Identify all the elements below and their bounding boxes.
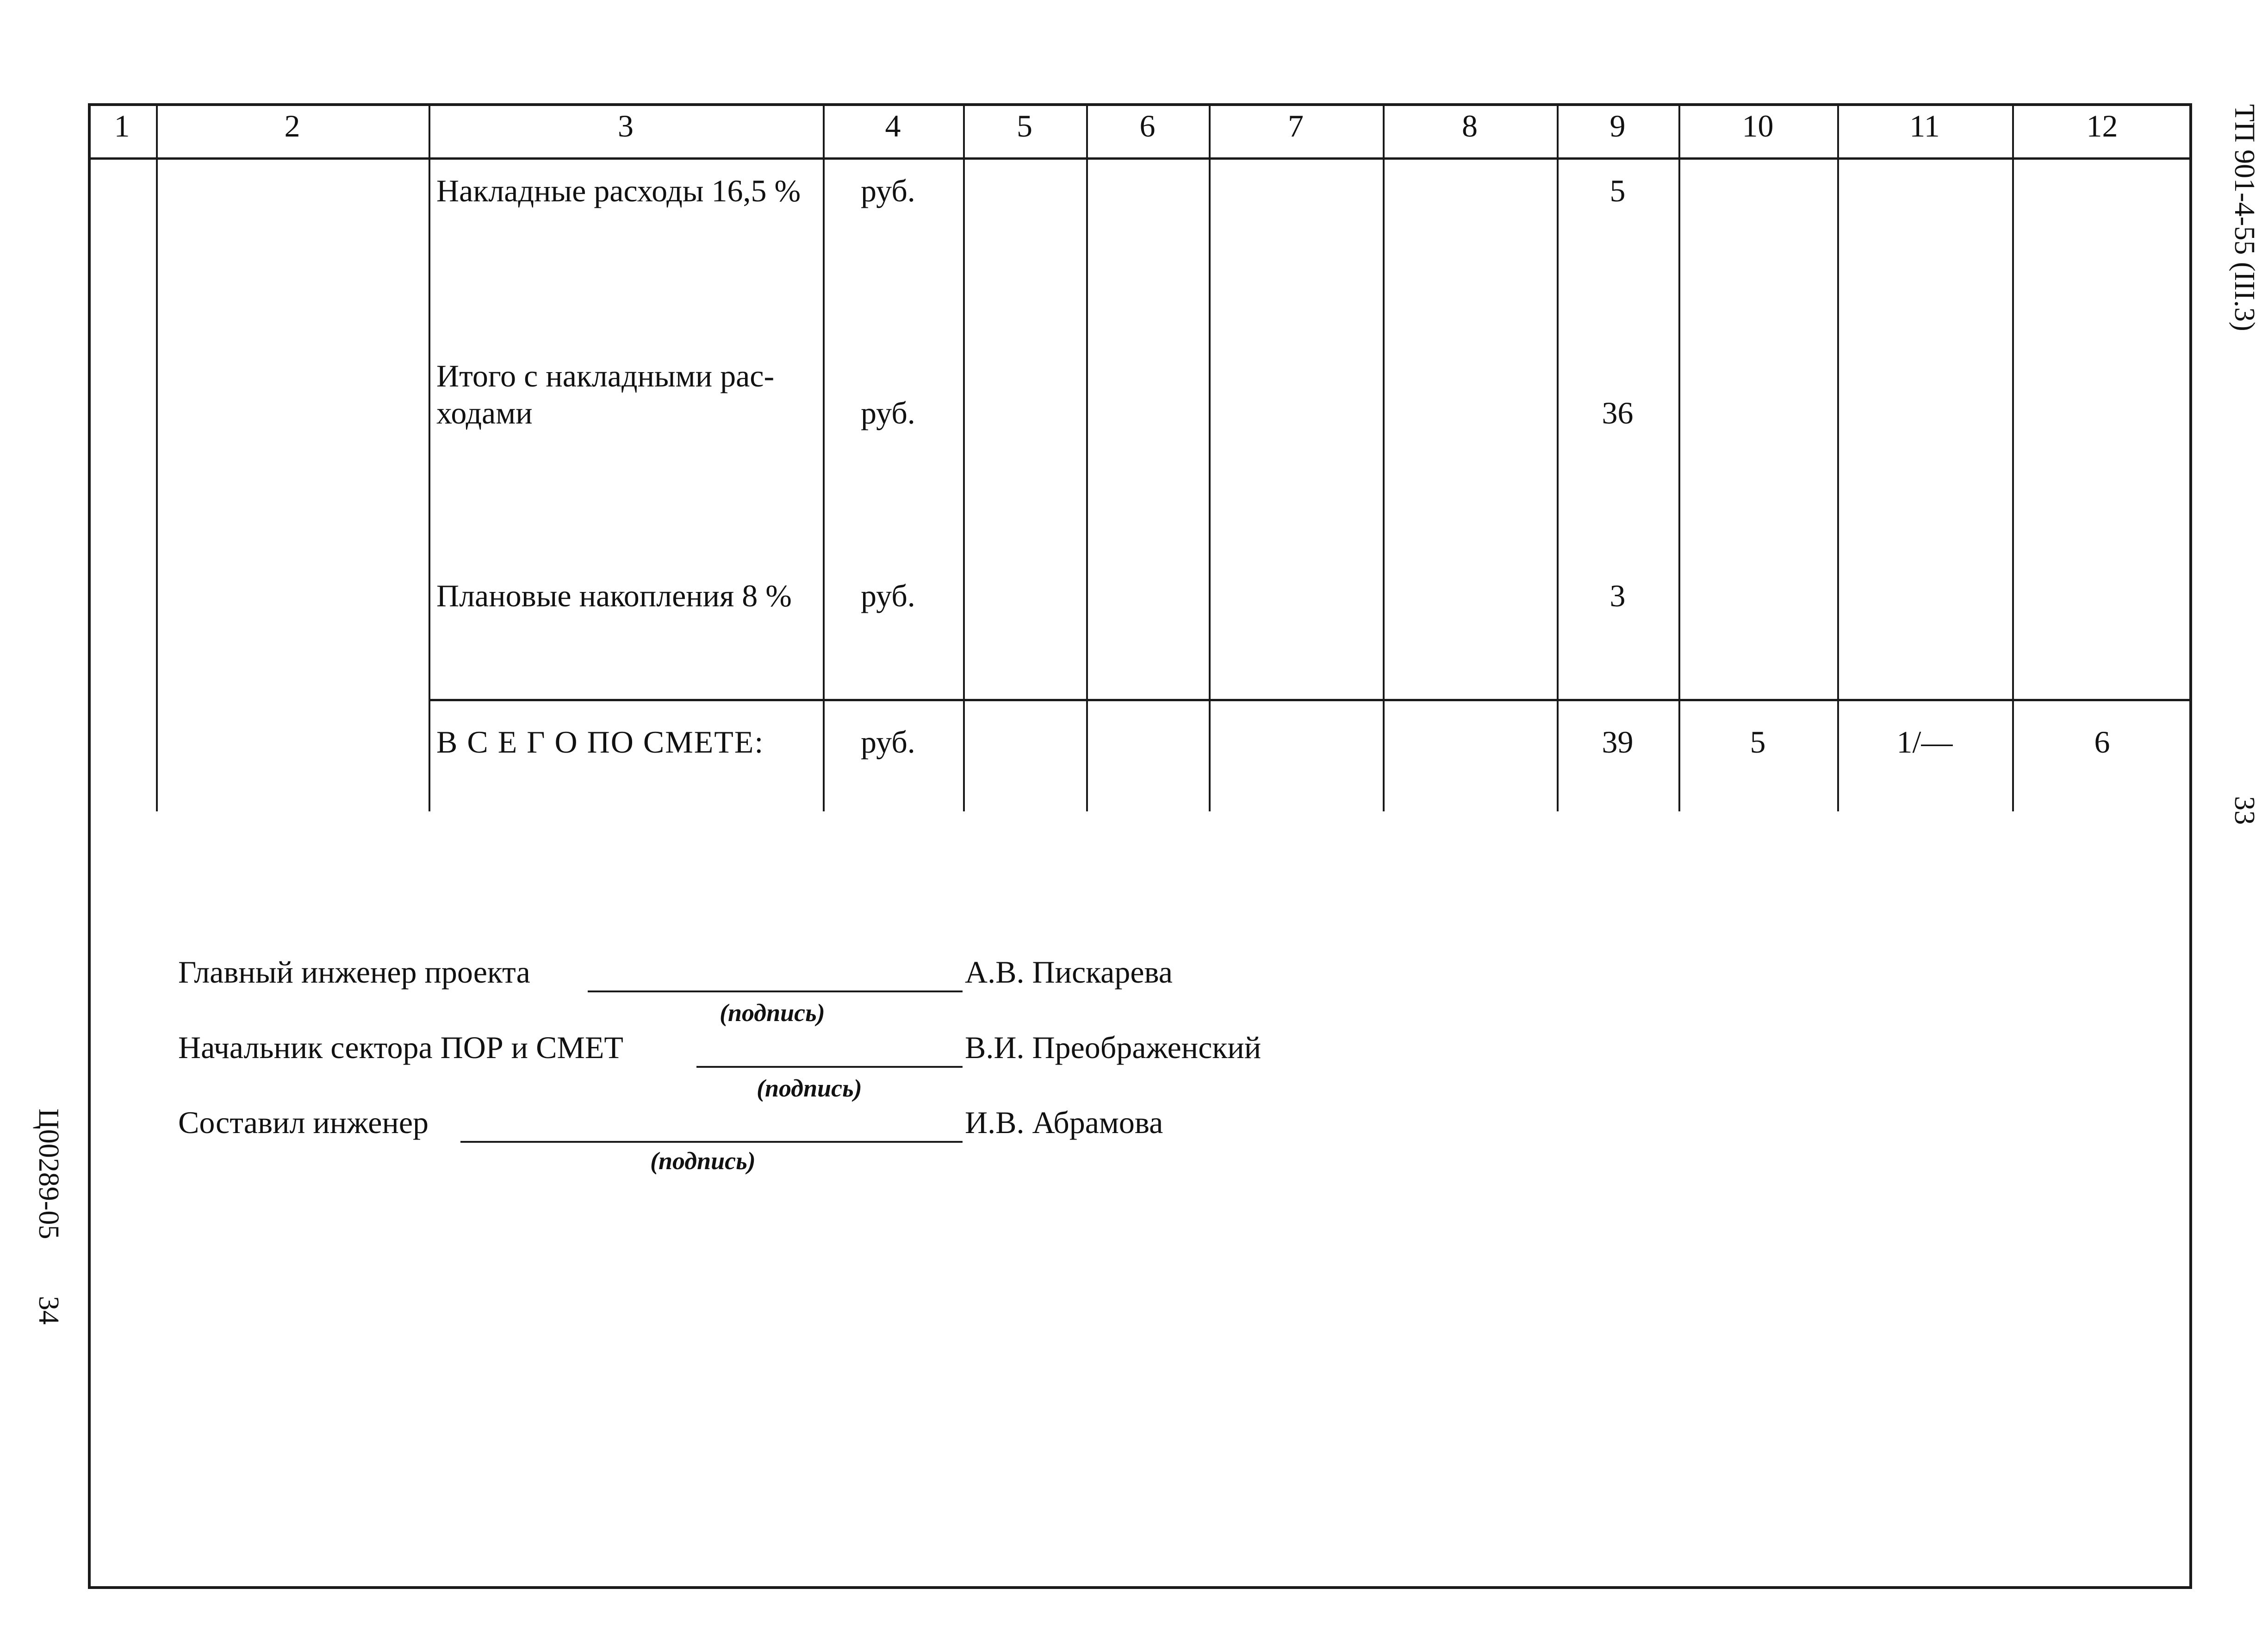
col-header-7: 7	[1288, 108, 1304, 143]
row-col9-total: 39	[1602, 724, 1634, 760]
signature-name-compiler: И.В. Абрамова	[965, 1105, 1163, 1140]
row-unit-subtotal: руб.	[861, 395, 915, 430]
row-col11-total: 1/—	[1896, 724, 1953, 760]
row-unit-planned: руб.	[861, 578, 915, 613]
signature-title-chief-engineer: Главный инженер проекта	[178, 954, 530, 990]
col-header-12: 12	[2086, 108, 2118, 143]
row-label-subtotal-line2: ходами	[436, 395, 533, 430]
row-col9-planned: 3	[1609, 578, 1626, 613]
signature-hint-chief-engineer: (подпись)	[720, 999, 825, 1027]
col-header-2: 2	[284, 108, 300, 143]
signature-hint-compiler: (подпись)	[650, 1147, 756, 1175]
col-line-7	[1383, 103, 1385, 811]
row-col9-subtotal: 36	[1602, 395, 1634, 430]
signature-name-sector-head: В.И. Преображенский	[965, 1030, 1261, 1065]
col-line-11	[2012, 103, 2014, 811]
row-label-total: В С Е Г О ПО СМЕТЕ:	[436, 724, 764, 760]
signature-title-sector-head: Начальник сектора ПОР и СМЕТ	[178, 1030, 623, 1065]
col-header-1: 1	[114, 108, 130, 143]
page-number-right: 33	[2229, 796, 2260, 825]
col-header-3: 3	[618, 108, 634, 143]
row-label-planned: Плановые накопления 8 %	[436, 578, 792, 613]
signature-name-chief-engineer: А.В. Пискарева	[965, 954, 1173, 990]
row-unit-total: руб.	[861, 724, 915, 760]
row-col12-total: 6	[2094, 724, 2110, 760]
col-header-8: 8	[1462, 108, 1478, 143]
page-frame	[88, 103, 2192, 1589]
col-header-4: 4	[885, 108, 901, 143]
document-code-left: Ц00289-05	[33, 1109, 64, 1240]
col-header-5: 5	[1017, 108, 1032, 143]
col-line-5	[1086, 103, 1088, 811]
signature-title-compiler: Составил инженер	[178, 1105, 429, 1140]
col-header-9: 9	[1609, 108, 1626, 143]
col-line-9	[1678, 103, 1680, 811]
row-label-overhead: Накладные расходы 16,5 %	[436, 173, 801, 208]
col-line-3	[823, 103, 825, 811]
signature-line-chief-engineer	[588, 990, 963, 992]
page-number-left: 34	[33, 1296, 64, 1325]
row-col10-total: 5	[1750, 724, 1766, 760]
signature-line-compiler	[460, 1141, 963, 1143]
signature-line-sector-head	[696, 1066, 963, 1068]
col-header-11: 11	[1909, 108, 1940, 143]
col-line-4	[963, 103, 965, 811]
col-header-6: 6	[1139, 108, 1156, 143]
col-line-1	[156, 103, 158, 811]
row-label-subtotal: Итого с накладными рас-	[436, 358, 775, 393]
document-code-right: ТП 901-4-55 (III.3)	[2229, 104, 2260, 331]
total-row-divider	[429, 699, 2192, 701]
row-unit-overhead: руб.	[861, 173, 915, 208]
col-line-10	[1837, 103, 1839, 811]
col-line-2	[429, 103, 430, 811]
signature-hint-sector-head: (подпись)	[757, 1074, 862, 1102]
row-col9-overhead: 5	[1609, 173, 1626, 208]
col-header-10: 10	[1742, 108, 1774, 143]
header-divider	[88, 157, 2192, 160]
col-line-6	[1209, 103, 1211, 811]
col-line-8	[1557, 103, 1559, 811]
